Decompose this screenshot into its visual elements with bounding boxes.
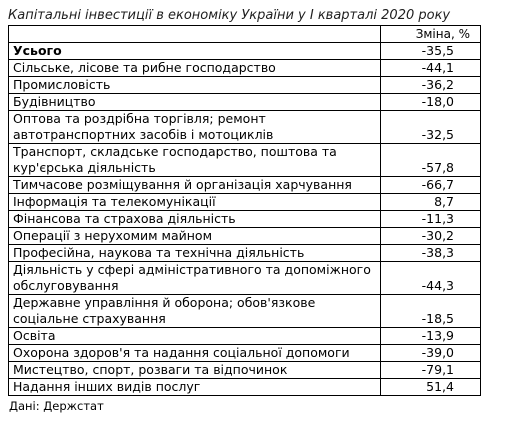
table-row xyxy=(9,144,481,177)
row-change-value: -18,0 xyxy=(381,94,481,111)
table-header-row xyxy=(9,26,481,43)
document xyxy=(8,8,480,413)
row-category: Оптова та роздрібна торгівля; ремонт автотранспортних засобів і мотоциклів xyxy=(9,111,381,144)
table-row xyxy=(9,177,481,194)
investment-table xyxy=(8,25,481,396)
table-row xyxy=(9,362,481,379)
row-change-value: -79,1 xyxy=(381,362,481,379)
table-row xyxy=(9,94,481,111)
row-change-value: -35,5 xyxy=(381,43,481,60)
row-category: Сільське, лісове та рибне господарство xyxy=(9,60,381,77)
row-category: Державне управління й оборона; обов'язкове соціальне страхування xyxy=(9,295,381,328)
row-category: Тимчасове розміщування й організація харчування xyxy=(9,177,381,194)
row-category: Професійна, наукова та технічна діяльність xyxy=(9,245,381,262)
table-title: Капітальні інвестиції в економіку України у І кварталі 2020 року xyxy=(8,8,451,23)
table-row xyxy=(9,379,481,396)
row-category: Мистецтво, спорт, розваги та відпочинок xyxy=(9,362,381,379)
row-category: Фінансова та страхова діяльність xyxy=(9,211,381,228)
row-change-value: -36,2 xyxy=(381,77,481,94)
table-row xyxy=(9,328,481,345)
row-change-value: -18,5 xyxy=(381,295,481,328)
row-change-value: -30,2 xyxy=(381,228,481,245)
column-header-category xyxy=(9,26,381,43)
row-change-value: 51,4 xyxy=(381,379,481,396)
table-row xyxy=(9,111,481,144)
row-change-value: -32,5 xyxy=(381,111,481,144)
row-category: Інформація та телекомунікації xyxy=(9,194,381,211)
row-category: Промисловість xyxy=(9,77,381,94)
row-category: Усього xyxy=(9,43,381,60)
row-change-value: 8,7 xyxy=(381,194,481,211)
row-category: Освіта xyxy=(9,328,381,345)
table-row xyxy=(9,262,481,295)
row-category: Надання інших видів послуг xyxy=(9,379,381,396)
row-change-value: -13,9 xyxy=(381,328,481,345)
row-change-value: -39,0 xyxy=(381,345,481,362)
row-category: Операції з нерухомим майном xyxy=(9,228,381,245)
table-row xyxy=(9,194,481,211)
row-category: Діяльність у сфері адміністративного та допоміжного обслуговування xyxy=(9,262,381,295)
table-row xyxy=(9,295,481,328)
row-category: Транспорт, складське господарство, поштова та кур'єрська діяльність xyxy=(9,144,381,177)
row-change-value: -44,1 xyxy=(381,60,481,77)
row-change-value: -44,3 xyxy=(381,262,481,295)
row-change-value: -66,7 xyxy=(381,177,481,194)
column-header-change: Зміна, % xyxy=(381,26,481,43)
table-row xyxy=(9,77,481,94)
table-body xyxy=(9,43,481,396)
row-category: Будівництво xyxy=(9,94,381,111)
row-change-value: -57,8 xyxy=(381,144,481,177)
source-note: Дані: Держстат xyxy=(9,399,104,413)
table-row-total xyxy=(9,43,481,60)
table-row xyxy=(9,211,481,228)
table-row xyxy=(9,228,481,245)
row-category: Охорона здоров'я та надання соціальної допомоги xyxy=(9,345,381,362)
row-change-value: -11,3 xyxy=(381,211,481,228)
table-row xyxy=(9,345,481,362)
table-row xyxy=(9,60,481,77)
row-change-value: -38,3 xyxy=(381,245,481,262)
table-row xyxy=(9,245,481,262)
